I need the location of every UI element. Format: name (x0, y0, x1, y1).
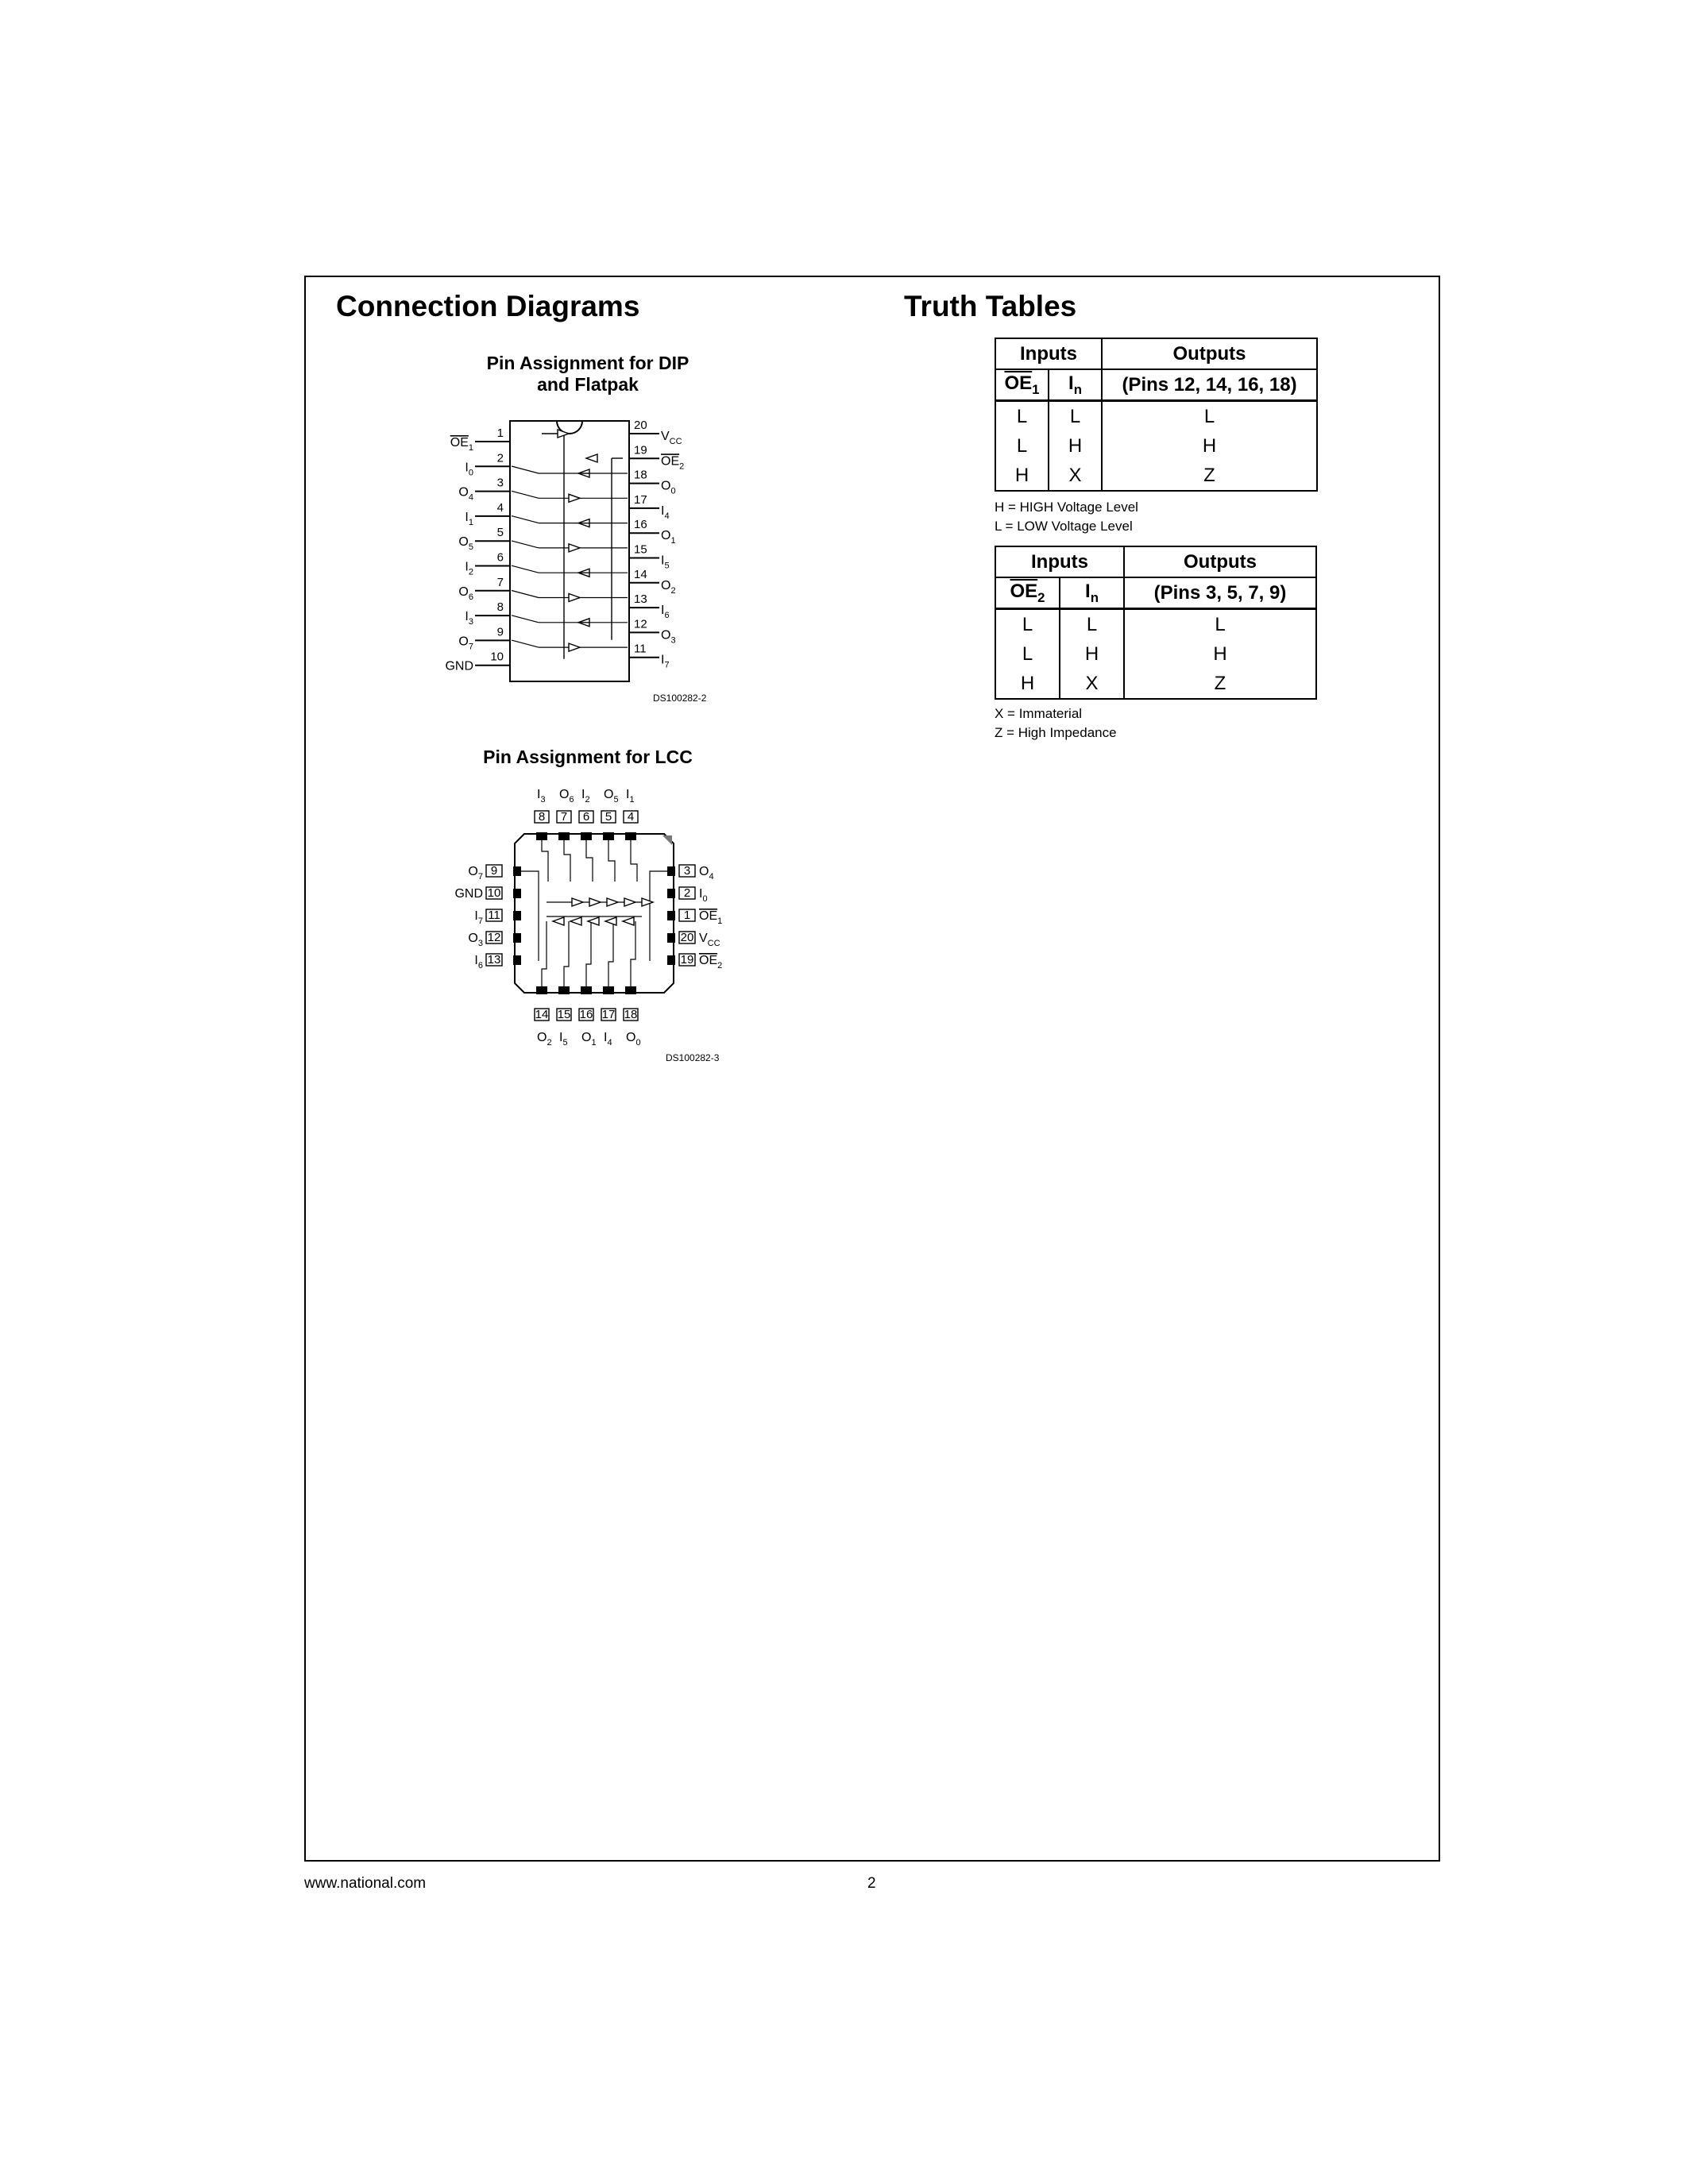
dip-pin-number: 9 (496, 625, 504, 639)
footer-url[interactable]: www.national.com (304, 1875, 427, 1892)
dip-pin-number: 13 (634, 592, 647, 607)
lcc-pad (667, 889, 675, 898)
lcc-pad (667, 955, 675, 965)
lcc-pad (581, 832, 592, 840)
lcc-pin-label: $I_5$ (559, 1031, 568, 1048)
oe2-col-header: $\overline{OE}_2$ (995, 577, 1060, 609)
table-row: H X Z (995, 669, 1316, 699)
dip-pin-number: 20 (634, 419, 647, 432)
lcc-pin-number: 9 (490, 864, 498, 878)
dip-pin-label: $I_4$ (661, 504, 670, 521)
dip-title: Pin Assignment for DIP and Flatpak (486, 353, 689, 395)
dip-pin-label: $I_0$ (465, 461, 473, 478)
pins-col-header: (Pins 12, 14, 16, 18) (1102, 369, 1317, 401)
dip-figure-id: DS100282-2 (653, 693, 707, 704)
dip-pin-label: $O_6$ (458, 585, 473, 602)
page-number: 2 (867, 1875, 876, 1892)
dip-pin-label: $I_2$ (465, 560, 473, 577)
dip-pin-label: GND (445, 659, 473, 673)
lcc-pad (625, 832, 636, 840)
dip-pin-number: 3 (496, 476, 504, 490)
dip-pin-number: 11 (634, 642, 647, 656)
lcc-pin-number: 14 (535, 1008, 549, 1021)
lcc-pin-label: $I_3$ (537, 788, 546, 805)
lcc-pin-label: $O_6$ (559, 788, 574, 805)
dip-pin-label: $OE_2$ (661, 454, 685, 472)
lcc-pin-label: $I_1$ (626, 788, 635, 805)
lcc-pin-label: $I_0$ (699, 887, 708, 904)
inputs-header: Inputs (995, 338, 1102, 369)
lcc-title: Pin Assignment for LCC (483, 747, 693, 767)
dip-pin-label: $O_5$ (458, 535, 473, 553)
lcc-pad (536, 832, 547, 840)
lcc-pin-number: 20 (680, 931, 694, 944)
dip-pin-label: $I_5$ (661, 554, 670, 571)
lcc-pin-number: 2 (683, 886, 691, 900)
dip-pin-label: $I_6$ (661, 604, 670, 621)
truth-table-oe2 (995, 546, 1317, 700)
pins-col-header: (Pins 3, 5, 7, 9) (1124, 577, 1316, 609)
lcc-pin-label: $O_5$ (604, 788, 619, 805)
outputs-header: Outputs (1102, 338, 1317, 369)
dip-pin-number: 4 (496, 500, 504, 515)
lcc-pad (513, 889, 521, 898)
truth-table-oe1 (995, 338, 1318, 492)
dip-pin-number: 15 (634, 542, 647, 557)
lcc-pin-label: $O_1$ (581, 1031, 597, 1048)
lcc-pin-number: 6 (582, 810, 590, 824)
lcc-pin-number: 17 (601, 1008, 616, 1021)
lcc-pad (667, 911, 675, 920)
lcc-pin-number: 18 (624, 1008, 638, 1021)
lcc-pad (513, 933, 521, 943)
dip-connection-diagram (445, 415, 739, 700)
lcc-pin-number: 16 (579, 1008, 593, 1021)
lcc-pin-number: 4 (627, 810, 635, 824)
dip-pin-number: 5 (496, 526, 504, 540)
lcc-pin-label: GND (454, 887, 483, 901)
dip-pin-label: $O_3$ (661, 628, 676, 646)
lcc-pad (513, 911, 521, 920)
lcc-pin-number: 11 (488, 909, 500, 922)
lcc-pin-label: $I_7$ (474, 909, 483, 926)
lcc-pin-label: $I_6$ (474, 954, 483, 970)
table-row: L L L (995, 609, 1316, 640)
lcc-pin-label: $OE_1$ (699, 909, 723, 926)
lcc-pad (667, 866, 675, 876)
lcc-pin-label: $O_0$ (626, 1031, 641, 1048)
dip-pin-label: $OE_1$ (450, 436, 473, 453)
lcc-pin-label: $V_{CC}$ (699, 932, 720, 948)
dip-pin-number: 19 (634, 443, 647, 457)
lcc-pad (603, 832, 614, 840)
lcc-pad (513, 866, 521, 876)
lcc-pad (513, 955, 521, 965)
dip-pin-number: 17 (634, 492, 647, 507)
outputs-header: Outputs (1124, 546, 1316, 577)
in-col-header: $I_n$ (1060, 577, 1124, 609)
table-row: L H H (995, 431, 1317, 461)
inputs-header: Inputs (995, 546, 1124, 577)
dip-pin-number: 12 (634, 617, 647, 631)
lcc-pad (581, 986, 592, 994)
lcc-pin-label: $I_2$ (581, 788, 590, 805)
lcc-pad (603, 986, 614, 994)
lcc-pin-number: 19 (680, 953, 694, 967)
dip-pin-number: 1 (496, 426, 504, 440)
lcc-pad (558, 986, 570, 994)
dip-pin-number: 7 (496, 575, 504, 589)
lcc-pin-label: $O_3$ (468, 932, 483, 948)
dip-pin-label: $I_7$ (661, 653, 670, 670)
lcc-pin-number: 10 (487, 886, 501, 900)
lcc-pin-number: 7 (560, 810, 568, 824)
dip-pin-number: 14 (634, 567, 647, 581)
dip-pin-number: 2 (496, 451, 504, 465)
lcc-pin-number: 12 (487, 931, 501, 944)
lcc-pin-number: 1 (683, 909, 691, 922)
oe1-col-header: $\overline{OE}_1$ (995, 369, 1049, 401)
lcc-pin-label: $O_4$ (699, 865, 714, 882)
dip-pin-label: $I_3$ (465, 610, 473, 627)
lcc-pin-number: 5 (605, 810, 612, 824)
dip-pin-label: $O_7$ (458, 635, 473, 652)
lcc-pin-label: $O_7$ (468, 865, 483, 882)
dip-pin-number: 8 (496, 600, 504, 615)
lcc-pad (536, 986, 547, 994)
in-col-header: $I_n$ (1049, 369, 1102, 401)
table-row: L L L (995, 401, 1317, 432)
table-row: L H H (995, 639, 1316, 669)
connection-diagrams-heading: Connection Diagrams (336, 290, 640, 322)
lcc-pad (667, 933, 675, 943)
dip-pin-number: 10 (490, 650, 504, 664)
dip-pin-label: $O_4$ (458, 485, 473, 503)
lcc-pad (625, 986, 636, 994)
table1-notes: H = HIGH Voltage Level L = LOW Voltage Level (995, 500, 1138, 534)
dip-pin-label: $O_0$ (661, 479, 676, 496)
dip-pin-label: $I_1$ (465, 510, 473, 527)
dip-pin-label: $V_{CC}$ (661, 430, 682, 446)
lcc-connection-diagram (453, 782, 739, 1064)
lcc-pin-number: 3 (683, 864, 691, 878)
dip-pin-label: $O_2$ (661, 578, 676, 596)
lcc-pin-number: 15 (557, 1008, 571, 1021)
table2-notes: X = Immaterial Z = High Impedance (995, 706, 1117, 740)
lcc-pin-label: $O_2$ (537, 1031, 552, 1048)
lcc-pin-label: $I_4$ (604, 1031, 612, 1048)
table-row: H X Z (995, 461, 1317, 491)
lcc-pin-label: $OE_2$ (699, 954, 723, 970)
dip-pin-number: 16 (634, 518, 647, 532)
dip-pin-label: $O_1$ (661, 529, 676, 546)
dip-pin-number: 6 (496, 550, 504, 565)
dip-pin-number: 18 (634, 468, 647, 482)
lcc-pin-number: 8 (538, 810, 546, 824)
truth-tables-heading: Truth Tables (904, 290, 1077, 322)
lcc-pad (558, 832, 570, 840)
lcc-figure-id: DS100282-3 (666, 1052, 720, 1063)
lcc-pin-number: 13 (487, 953, 501, 967)
